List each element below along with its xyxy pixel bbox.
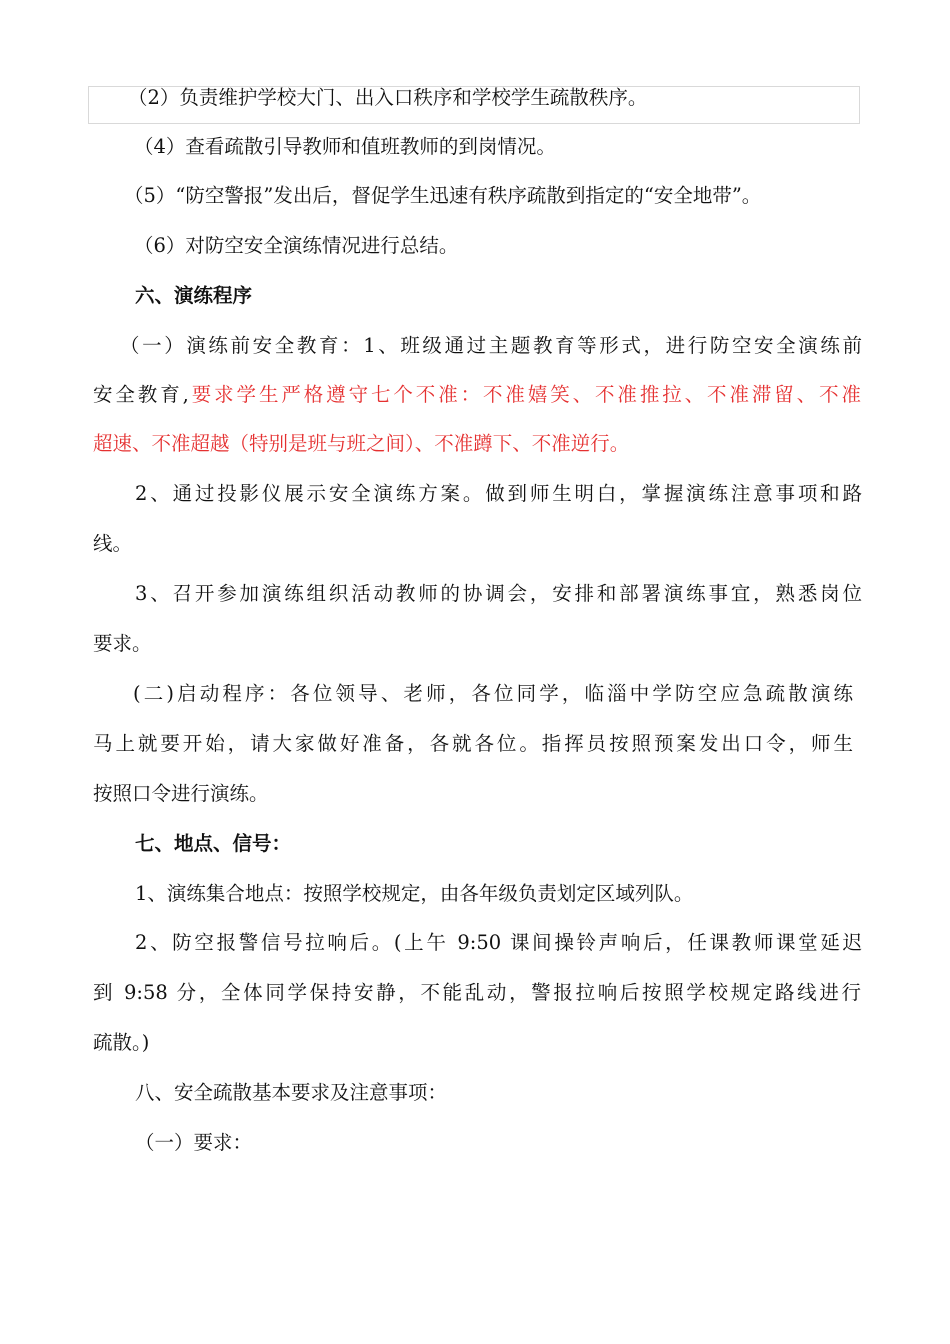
heading-section-8: 八、安全疏散基本要求及注意事项： xyxy=(135,1081,448,1104)
paragraph-item-2: （2）负责维护学校大门、出入口秩序和学校学生疏散秩序。 xyxy=(128,86,648,109)
section-3-line-1: 3、召开参加演练组织活动教师的协调会，安排和部署演练事宜，熟悉岗位 xyxy=(135,582,862,605)
section-1-line-2 xyxy=(93,381,861,409)
section-1-line-2-text: 安全教育, xyxy=(93,383,189,406)
paragraph-item-6: （6）对防空安全演练情况进行总结。 xyxy=(134,234,459,257)
section-2-line-1: 2、通过投影仪展示安全演练方案。做到师生明白，掌握演练注意事项和路 xyxy=(135,482,862,505)
requirements-label: （一）要求： xyxy=(135,1131,253,1154)
heading-section-6: 六、演练程序 xyxy=(135,284,253,307)
signal-item-2-line-3: 疏散。) xyxy=(93,1031,150,1054)
section-1-requirement-text: 要求学生严格遵守七个不准：不准嬉笑、不准推拉、不准滞留、不准 xyxy=(188,383,861,406)
section-3-line-2: 要求。 xyxy=(93,632,152,655)
section-1-line-3: 超速、不准超越（特别是班与班之间）、不准蹲下、不准逆行。 xyxy=(93,432,630,455)
signal-item-2-line-1: 2、防空报警信号拉响后。(上午 9:50 课间操铃声响后，任课教师课堂延迟 xyxy=(135,931,862,954)
signal-item-2-line-2: 到 9:58 分，全体同学保持安静，不能乱动，警报拉响后按照学校规定路线进行 xyxy=(93,981,861,1004)
location-item-1: 1、演练集合地点：按照学校规定，由各年级负责划定区域列队。 xyxy=(135,882,694,905)
section-4-line-2: 马上就要开始，请大家做好准备，各就各位。指挥员按照预案发出口令，师生 xyxy=(93,732,853,755)
section-4-line-3: 按照口令进行演练。 xyxy=(93,782,269,805)
section-2-line-2: 线。 xyxy=(93,532,133,555)
paragraph-item-5: （5）“防空警报”发出后，督促学生迅速有秩序疏散到指定的“安全地带”。 xyxy=(124,184,762,207)
paragraph-item-4: （4）查看疏散引导教师和值班教师的到岗情况。 xyxy=(134,135,556,158)
section-4-line-1: (二)启动程序：各位领导、老师，各位同学，临淄中学防空应急疏散演练 xyxy=(133,682,853,705)
heading-section-7: 七、地点、信号： xyxy=(135,832,292,855)
section-1-line-1: （一）演练前安全教育：1、班级通过主题教育等形式，进行防空安全演练前 xyxy=(120,334,862,357)
